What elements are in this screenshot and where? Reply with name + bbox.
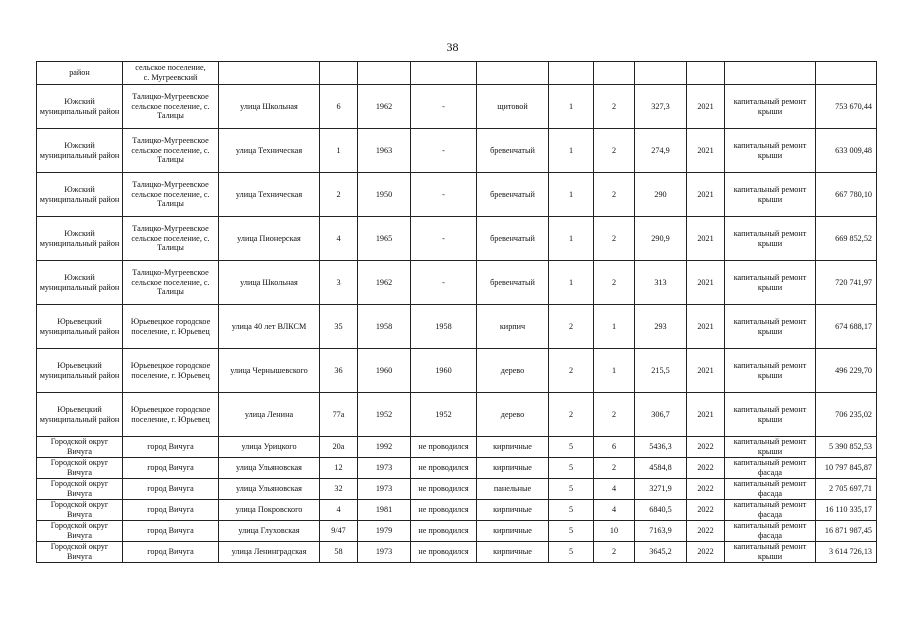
cell-street: улица Покровского	[219, 500, 320, 521]
cell-entrances: 2	[594, 458, 635, 479]
cell-last-repair-year: не проводился	[411, 542, 477, 563]
cell-last-repair-year: -	[411, 217, 477, 261]
cell-last-repair-year: -	[411, 129, 477, 173]
cell-build-year: 1962	[358, 261, 411, 305]
cell-area: 3271,9	[635, 479, 687, 500]
cell-floors: 1	[549, 261, 594, 305]
cell-entrances: 2	[594, 217, 635, 261]
cell-district: Южский муниципальный район	[37, 173, 123, 217]
cell-settlement: город Вичуга	[123, 542, 219, 563]
cell-street: улица Ленинградская	[219, 542, 320, 563]
cell-entrances: 2	[594, 261, 635, 305]
cell-floors: 5	[549, 458, 594, 479]
cell-build-year: 1958	[358, 305, 411, 349]
cell-entrances: 2	[594, 173, 635, 217]
cell-street: улица Пионерская	[219, 217, 320, 261]
cell-plan-year: 2021	[687, 349, 725, 393]
cell-plan-year: 2021	[687, 393, 725, 437]
table-body	[37, 62, 877, 563]
cell-settlement: Талицко-Мугреевское сельское поселение, с. Талицы	[123, 217, 219, 261]
cell-plan-year: 2021	[687, 129, 725, 173]
cell-work-type: капитальный ремонт крыши	[725, 129, 816, 173]
cell-floors: 2	[549, 349, 594, 393]
cell-area: 327,3	[635, 85, 687, 129]
cell-floors: 2	[549, 305, 594, 349]
cell-build-year: 1963	[358, 129, 411, 173]
cell-wall-material: кирпичные	[477, 542, 549, 563]
cell-entrances: 6	[594, 437, 635, 458]
cell-cost: 706 235,02	[816, 393, 877, 437]
cell-house-number: 32	[320, 479, 358, 500]
cell-build-year: 1992	[358, 437, 411, 458]
cell-floors: 1	[549, 129, 594, 173]
cell-district: Городской округ Вичуга	[37, 437, 123, 458]
cell-wall-material	[477, 62, 549, 85]
cell-last-repair-year: -	[411, 261, 477, 305]
cell-cost: 674 688,17	[816, 305, 877, 349]
cell-last-repair-year: 1952	[411, 393, 477, 437]
cell-street: улица Техническая	[219, 173, 320, 217]
cell-work-type: капитальный ремонт крыши	[725, 85, 816, 129]
cell-area: 4584,8	[635, 458, 687, 479]
cell-build-year: 1950	[358, 173, 411, 217]
cell-plan-year	[687, 62, 725, 85]
cell-plan-year: 2022	[687, 479, 725, 500]
cell-wall-material: кирпичные	[477, 437, 549, 458]
cell-street: улица Ульяновская	[219, 458, 320, 479]
cell-floors	[549, 62, 594, 85]
cell-settlement: Талицко-Мугреевское сельское поселение, с. Талицы	[123, 85, 219, 129]
cell-floors: 1	[549, 217, 594, 261]
cell-work-type: капитальный ремонт фасада	[725, 458, 816, 479]
cell-plan-year: 2021	[687, 305, 725, 349]
cell-settlement: Талицко-Мугреевское сельское поселение, с. Талицы	[123, 261, 219, 305]
cell-area: 6840,5	[635, 500, 687, 521]
cell-district: Городской округ Вичуга	[37, 542, 123, 563]
cell-area: 290	[635, 173, 687, 217]
cell-street: улица 40 лет ВЛКСМ	[219, 305, 320, 349]
cell-cost: 5 390 852,53	[816, 437, 877, 458]
cell-cost: 16 871 987,45	[816, 521, 877, 542]
cell-house-number: 4	[320, 217, 358, 261]
cell-floors: 2	[549, 393, 594, 437]
cell-entrances: 1	[594, 305, 635, 349]
cell-work-type: капитальный ремонт крыши	[725, 437, 816, 458]
cell-last-repair-year: не проводился	[411, 458, 477, 479]
cell-wall-material: бревенчатый	[477, 261, 549, 305]
cell-district: Городской округ Вичуга	[37, 521, 123, 542]
cell-wall-material: кирпич	[477, 305, 549, 349]
cell-house-number: 20а	[320, 437, 358, 458]
table-row	[37, 479, 877, 500]
cell-cost: 667 780,10	[816, 173, 877, 217]
cell-house-number: 3	[320, 261, 358, 305]
cell-last-repair-year: не проводился	[411, 500, 477, 521]
cell-floors: 5	[549, 542, 594, 563]
repair-program-table	[36, 61, 877, 563]
cell-wall-material: кирпичные	[477, 458, 549, 479]
cell-house-number: 58	[320, 542, 358, 563]
cell-last-repair-year: 1960	[411, 349, 477, 393]
table-row	[37, 85, 877, 129]
cell-entrances: 1	[594, 349, 635, 393]
cell-floors: 5	[549, 500, 594, 521]
cell-floors: 5	[549, 479, 594, 500]
cell-wall-material: дерево	[477, 349, 549, 393]
table-row	[37, 217, 877, 261]
cell-wall-material: бревенчатый	[477, 173, 549, 217]
cell-street: улица Урицкого	[219, 437, 320, 458]
table-row	[37, 261, 877, 305]
cell-house-number: 6	[320, 85, 358, 129]
cell-build-year: 1952	[358, 393, 411, 437]
cell-settlement: Талицко-Мугреевское сельское поселение, с. Талицы	[123, 129, 219, 173]
cell-build-year: 1965	[358, 217, 411, 261]
cell-entrances: 2	[594, 129, 635, 173]
cell-house-number: 9/47	[320, 521, 358, 542]
cell-plan-year: 2022	[687, 521, 725, 542]
cell-cost: 753 670,44	[816, 85, 877, 129]
cell-wall-material: бревенчатый	[477, 129, 549, 173]
cell-street: улица Ленина	[219, 393, 320, 437]
cell-district: Юрьевецкий муниципальный район	[37, 349, 123, 393]
cell-street: улица Техническая	[219, 129, 320, 173]
cell-build-year: 1973	[358, 479, 411, 500]
cell-floors: 1	[549, 85, 594, 129]
table-row	[37, 305, 877, 349]
cell-area: 215,5	[635, 349, 687, 393]
cell-last-repair-year: -	[411, 173, 477, 217]
table-row	[37, 62, 877, 85]
cell-work-type: капитальный ремонт фасада	[725, 521, 816, 542]
cell-last-repair-year: 1958	[411, 305, 477, 349]
cell-district: Южский муниципальный район	[37, 129, 123, 173]
cell-district: Городской округ Вичуга	[37, 458, 123, 479]
cell-entrances: 2	[594, 542, 635, 563]
table-row	[37, 437, 877, 458]
cell-district: Юрьевецкий муниципальный район	[37, 305, 123, 349]
cell-build-year: 1960	[358, 349, 411, 393]
cell-build-year: 1962	[358, 85, 411, 129]
cell-settlement: город Вичуга	[123, 458, 219, 479]
cell-street: улица Школьная	[219, 85, 320, 129]
cell-street: улица Ульяновская	[219, 479, 320, 500]
cell-cost	[816, 62, 877, 85]
cell-plan-year: 2022	[687, 437, 725, 458]
cell-settlement: город Вичуга	[123, 479, 219, 500]
cell-district: Юрьевецкий муниципальный район	[37, 393, 123, 437]
cell-district: Южский муниципальный район	[37, 261, 123, 305]
table-row	[37, 349, 877, 393]
cell-cost: 633 009,48	[816, 129, 877, 173]
cell-area: 7163,9	[635, 521, 687, 542]
page-number: 38	[446, 40, 459, 54]
cell-last-repair-year	[411, 62, 477, 85]
cell-work-type: капитальный ремонт крыши	[725, 305, 816, 349]
cell-plan-year: 2022	[687, 500, 725, 521]
cell-settlement: город Вичуга	[123, 500, 219, 521]
cell-entrances: 10	[594, 521, 635, 542]
cell-house-number: 2	[320, 173, 358, 217]
cell-settlement: Юрьевецкое городское поселение, г. Юрьевец	[123, 393, 219, 437]
cell-area: 313	[635, 261, 687, 305]
cell-build-year: 1979	[358, 521, 411, 542]
table-row	[37, 129, 877, 173]
cell-settlement: Юрьевецкое городское поселение, г. Юрьевец	[123, 349, 219, 393]
cell-work-type: капитальный ремонт крыши	[725, 542, 816, 563]
cell-cost: 496 229,70	[816, 349, 877, 393]
cell-work-type: капитальный ремонт крыши	[725, 349, 816, 393]
cell-entrances: 4	[594, 500, 635, 521]
cell-floors: 5	[549, 521, 594, 542]
cell-work-type: капитальный ремонт крыши	[725, 393, 816, 437]
cell-last-repair-year: не проводился	[411, 521, 477, 542]
cell-area: 5436,3	[635, 437, 687, 458]
table-row	[37, 393, 877, 437]
cell-house-number	[320, 62, 358, 85]
cell-build-year: 1973	[358, 542, 411, 563]
cell-district: Южский муниципальный район	[37, 217, 123, 261]
cell-cost: 16 110 335,17	[816, 500, 877, 521]
cell-wall-material: щитовой	[477, 85, 549, 129]
cell-plan-year: 2021	[687, 173, 725, 217]
cell-area: 290,9	[635, 217, 687, 261]
cell-area: 3645,2	[635, 542, 687, 563]
cell-work-type: капитальный ремонт крыши	[725, 217, 816, 261]
cell-entrances: 2	[594, 393, 635, 437]
table-row	[37, 500, 877, 521]
cell-house-number: 1	[320, 129, 358, 173]
cell-district: Городской округ Вичуга	[37, 500, 123, 521]
cell-entrances: 2	[594, 85, 635, 129]
cell-area: 306,7	[635, 393, 687, 437]
cell-house-number: 35	[320, 305, 358, 349]
cell-plan-year: 2022	[687, 458, 725, 479]
cell-wall-material: кирпичные	[477, 521, 549, 542]
cell-street	[219, 62, 320, 85]
cell-entrances	[594, 62, 635, 85]
cell-street: улица Школьная	[219, 261, 320, 305]
cell-work-type: капитальный ремонт фасада	[725, 500, 816, 521]
cell-district: район	[37, 62, 123, 85]
cell-house-number: 4	[320, 500, 358, 521]
cell-wall-material: панельные	[477, 479, 549, 500]
cell-cost: 10 797 845,87	[816, 458, 877, 479]
cell-district: Южский муниципальный район	[37, 85, 123, 129]
cell-work-type	[725, 62, 816, 85]
cell-settlement: сельское поселение, с. Мугреевский	[123, 62, 219, 85]
cell-area	[635, 62, 687, 85]
cell-last-repair-year: не проводился	[411, 479, 477, 500]
cell-street: улица Чернышевского	[219, 349, 320, 393]
cell-last-repair-year: не проводился	[411, 437, 477, 458]
cell-plan-year: 2021	[687, 261, 725, 305]
cell-settlement: Юрьевецкое городское поселение, г. Юрьевец	[123, 305, 219, 349]
cell-settlement: Талицко-Мугреевское сельское поселение, с. Талицы	[123, 173, 219, 217]
cell-last-repair-year: -	[411, 85, 477, 129]
cell-settlement: город Вичуга	[123, 437, 219, 458]
cell-wall-material: дерево	[477, 393, 549, 437]
cell-work-type: капитальный ремонт фасада	[725, 479, 816, 500]
table-row	[37, 521, 877, 542]
cell-area: 293	[635, 305, 687, 349]
table-row	[37, 173, 877, 217]
cell-plan-year: 2022	[687, 542, 725, 563]
cell-build-year	[358, 62, 411, 85]
cell-floors: 1	[549, 173, 594, 217]
cell-floors: 5	[549, 437, 594, 458]
cell-house-number: 77а	[320, 393, 358, 437]
table-row	[37, 458, 877, 479]
cell-build-year: 1973	[358, 458, 411, 479]
cell-house-number: 36	[320, 349, 358, 393]
cell-cost: 720 741,97	[816, 261, 877, 305]
cell-entrances: 4	[594, 479, 635, 500]
cell-work-type: капитальный ремонт крыши	[725, 261, 816, 305]
cell-build-year: 1981	[358, 500, 411, 521]
cell-plan-year: 2021	[687, 217, 725, 261]
cell-wall-material: кирпичные	[477, 500, 549, 521]
cell-cost: 669 852,52	[816, 217, 877, 261]
cell-plan-year: 2021	[687, 85, 725, 129]
cell-district: Городской округ Вичуга	[37, 479, 123, 500]
cell-wall-material: бревенчатый	[477, 217, 549, 261]
table-row	[37, 542, 877, 563]
cell-house-number: 12	[320, 458, 358, 479]
cell-cost: 2 705 697,71	[816, 479, 877, 500]
cell-area: 274,9	[635, 129, 687, 173]
cell-work-type: капитальный ремонт крыши	[725, 173, 816, 217]
cell-settlement: город Вичуга	[123, 521, 219, 542]
cell-cost: 3 614 726,13	[816, 542, 877, 563]
cell-street: улица Глуховская	[219, 521, 320, 542]
